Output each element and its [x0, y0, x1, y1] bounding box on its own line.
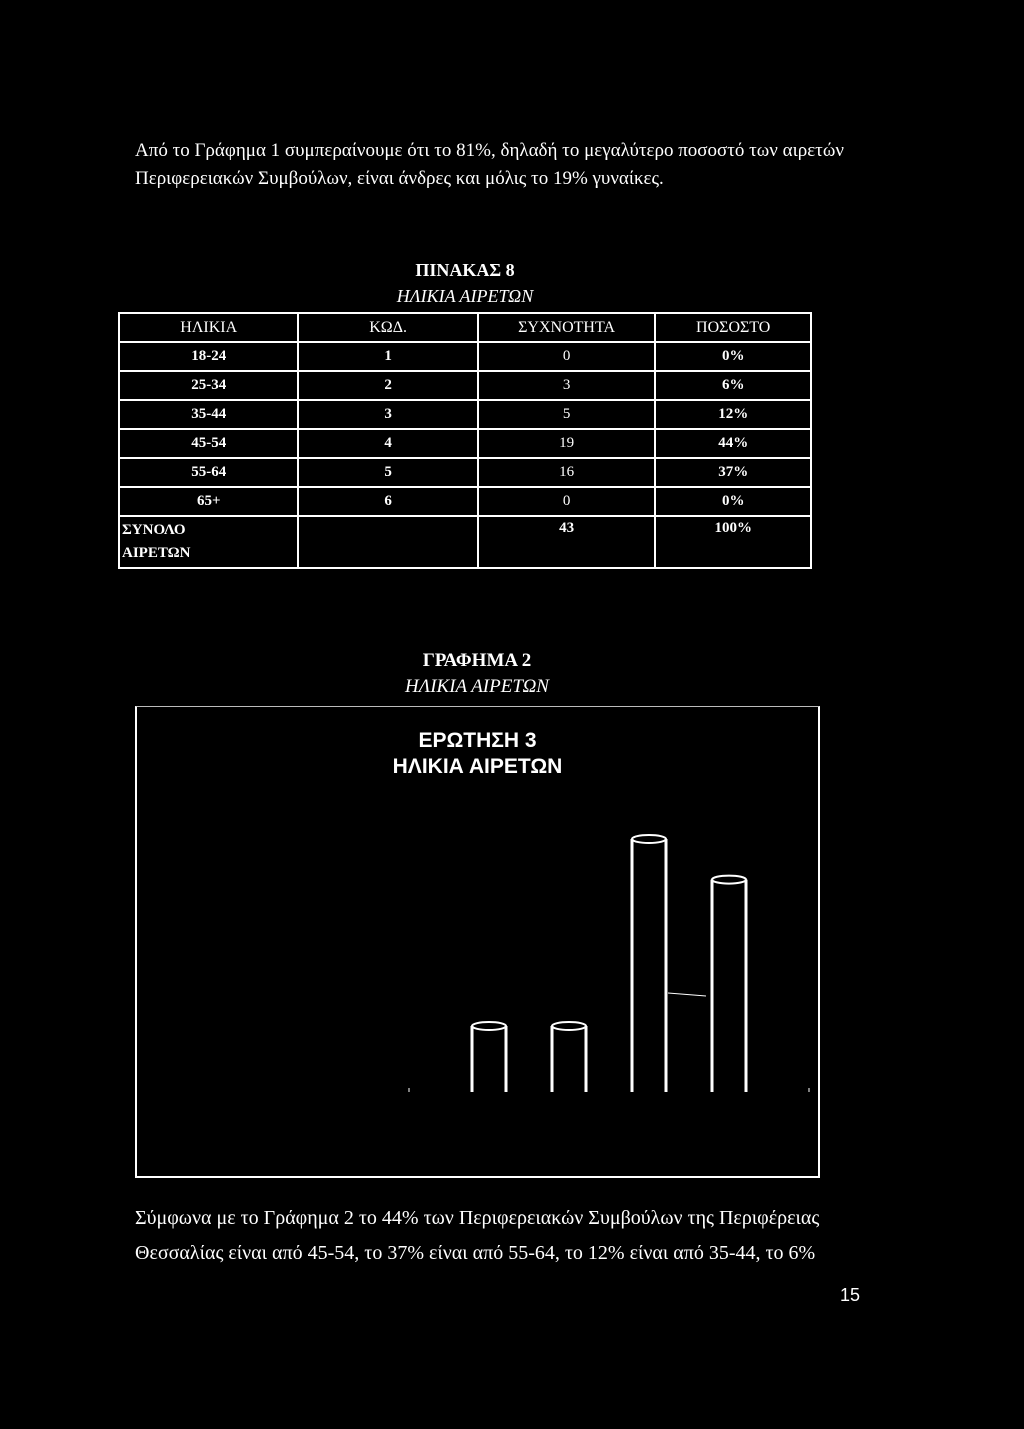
- cell-percent: 6%: [655, 371, 811, 400]
- cell-frequency: 5: [478, 400, 656, 429]
- header-frequency: ΣΥΧΝΟΤΗΤΑ: [478, 313, 656, 342]
- cell-code: 3: [298, 400, 477, 429]
- cell-percent: 0%: [655, 342, 811, 371]
- cell-code: 1: [298, 342, 477, 371]
- cell-frequency: 16: [478, 458, 656, 487]
- cell-frequency: 0: [478, 342, 656, 371]
- table-row: [119, 400, 811, 429]
- cell-code: 2: [298, 371, 477, 400]
- cell-age: 55-64: [119, 458, 298, 487]
- chart-title-line-1: ΕΡΩΤΗΣΗ 3: [418, 729, 537, 752]
- cell-frequency: 0: [478, 487, 656, 516]
- bar-25-34: [472, 1022, 506, 1092]
- intro-paragraph: Από το Γράφημα 1 συμπεραίνουμε ότι το 81%, δηλαδή το μεγαλύτερο ποσοστό των αιρετών Περιφερειακών Συμβούλων, είναι άνδρες και μόλις το 19% γυναίκες.: [135, 140, 844, 189]
- table-row: [119, 342, 811, 371]
- header-percent: ΠΟΣΟΣΤΟ: [655, 313, 811, 342]
- table-total-row: [119, 516, 811, 568]
- cell-frequency: 3: [478, 371, 656, 400]
- table-row: [119, 429, 811, 458]
- table-row: [119, 371, 811, 400]
- bar-55-64: [712, 876, 746, 1092]
- cell-percent: 44%: [655, 429, 811, 458]
- cell-age: 25-34: [119, 371, 298, 400]
- header-age: ΗΛΙΚΙΑ: [119, 313, 298, 342]
- table-header-row: [119, 313, 811, 342]
- header-code: ΚΩΔ.: [298, 313, 477, 342]
- cell-age: 65+: [119, 487, 298, 516]
- table-row: [119, 487, 811, 516]
- cell-code: 5: [298, 458, 477, 487]
- bar-35-44: [552, 1022, 586, 1092]
- table-subtitle: ΗΛΙΚΙΑ ΑΙΡΕΤΩΝ: [396, 286, 534, 306]
- cell-code: 4: [298, 429, 477, 458]
- total-label-line-2: ΑΙΡΕΤΩΝ: [122, 545, 191, 561]
- outro-paragraph: Σύμφωνα με το Γράφημα 2 το 44% των Περιφερειακών Συμβούλων της Περιφέρειας Θεσσαλίας είναι από 45-54, το 37% είναι από 55-64, το 12% είναι από 35-44, το 6%: [135, 1207, 820, 1264]
- page-number: 15: [839, 1285, 860, 1305]
- total-percent: 100%: [655, 516, 811, 568]
- cell-percent: 37%: [655, 458, 811, 487]
- chart-caption-title: ΓΡΑΦΗΜΑ 2: [422, 650, 532, 671]
- total-label-line-1: ΣΥΝΟΛΟ: [122, 522, 186, 538]
- cell-code: 6: [298, 487, 477, 516]
- total-label: [119, 516, 298, 568]
- cell-age: 18-24: [119, 342, 298, 371]
- chart-caption-subtitle: ΗΛΙΚΙΑ ΑΙΡΕΤΩΝ: [405, 676, 549, 697]
- table-title: ΠΙΝΑΚΑΣ 8: [415, 260, 515, 280]
- total-frequency: 43: [478, 516, 656, 568]
- bar-chart: [137, 707, 818, 1175]
- cell-percent: 12%: [655, 400, 811, 429]
- chart-connector-line: [668, 993, 706, 996]
- cell-frequency: 19: [478, 429, 656, 458]
- cell-age: 35-44: [119, 400, 298, 429]
- total-code: [298, 516, 477, 568]
- chart-title-line-2: ΗΛΙΚΙΑ ΑΙΡΕΤΩΝ: [392, 755, 563, 778]
- chart-frame: [135, 706, 820, 1178]
- age-table: [118, 312, 812, 569]
- cell-percent: 0%: [655, 487, 811, 516]
- bar-45-54: [632, 835, 666, 1092]
- cell-age: 45-54: [119, 429, 298, 458]
- table-row: [119, 458, 811, 487]
